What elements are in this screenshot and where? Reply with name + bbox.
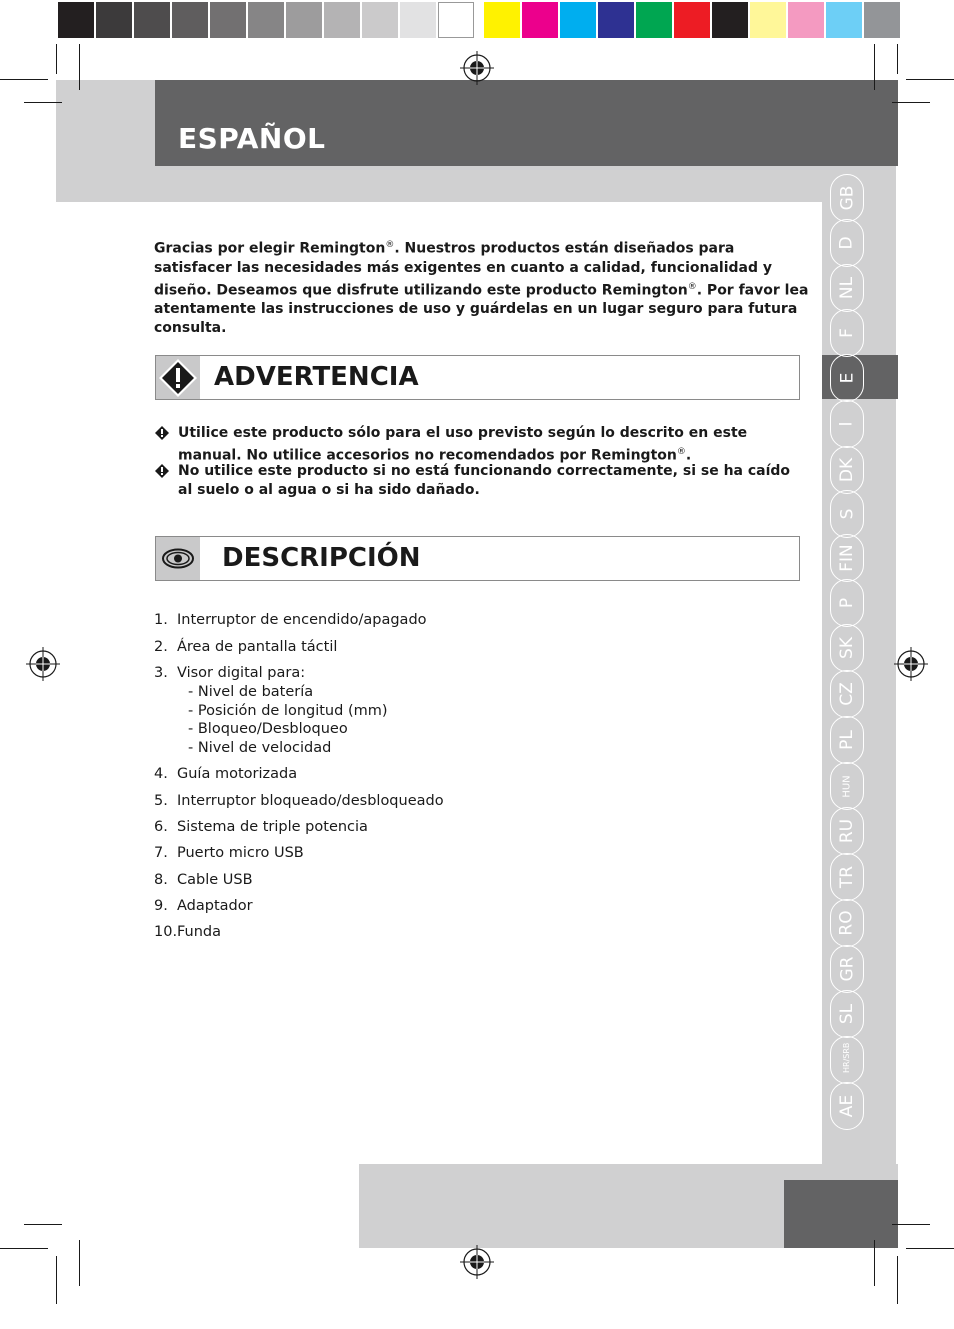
lang-label: S bbox=[836, 508, 857, 520]
crop-mark bbox=[897, 1256, 898, 1304]
item-label: Interruptor bloqueado/desbloqueado bbox=[177, 793, 444, 809]
item-label: Sistema de triple potencia bbox=[177, 819, 368, 835]
eye-icon bbox=[156, 537, 200, 580]
item-label: Guía motorizada bbox=[177, 766, 298, 782]
crop-mark bbox=[79, 1240, 80, 1286]
item-number: 6. bbox=[154, 819, 168, 835]
list-item bbox=[154, 664, 305, 683]
swatch bbox=[750, 2, 786, 38]
lang-label: RU bbox=[836, 818, 857, 844]
item-label: Funda bbox=[177, 924, 222, 940]
swatch bbox=[286, 2, 322, 38]
crop-mark bbox=[874, 44, 875, 90]
swatch bbox=[248, 2, 284, 38]
lang-tab-p[interactable] bbox=[830, 579, 864, 627]
warning-section-header bbox=[155, 355, 800, 400]
lang-label: PL bbox=[836, 730, 857, 750]
swatch bbox=[362, 2, 398, 38]
list-item bbox=[154, 897, 253, 916]
lang-tab-nl[interactable] bbox=[830, 264, 864, 312]
list-item bbox=[154, 638, 337, 657]
item-label: Adaptador bbox=[177, 898, 253, 914]
lang-label: GB bbox=[837, 185, 857, 211]
swatch bbox=[210, 2, 246, 38]
lang-label: CZ bbox=[837, 682, 857, 706]
item-number: 2. bbox=[154, 639, 168, 655]
lang-label: E bbox=[837, 372, 857, 384]
item-label: Visor digital para: bbox=[177, 665, 306, 681]
swatch bbox=[484, 2, 520, 38]
lang-label: P bbox=[836, 597, 857, 609]
description-section-header bbox=[155, 536, 800, 581]
lang-tab-sk[interactable] bbox=[830, 624, 864, 672]
list-item bbox=[154, 611, 427, 630]
lang-label: I bbox=[836, 421, 857, 427]
crop-mark bbox=[79, 44, 80, 90]
lang-tab-fin[interactable] bbox=[830, 534, 864, 582]
lang-tab-ae[interactable] bbox=[830, 1082, 864, 1130]
swatch bbox=[636, 2, 672, 38]
swatch bbox=[560, 2, 596, 38]
swatch bbox=[58, 2, 94, 38]
intro-paragraph bbox=[154, 236, 814, 338]
registration-mark-icon bbox=[894, 647, 928, 681]
registration-mark-icon bbox=[460, 51, 494, 85]
lang-tab-ro[interactable] bbox=[830, 899, 864, 947]
warning-text: Utilice este producto sólo para el uso previsto según lo descrito en este manual. No utilice accesorios no recomendados por Remington bbox=[178, 425, 748, 464]
swatch bbox=[712, 2, 748, 38]
swatch bbox=[172, 2, 208, 38]
item-number: 5. bbox=[154, 793, 168, 809]
sub-item: - Nivel de batería bbox=[188, 684, 314, 700]
lang-label: SK bbox=[836, 637, 857, 659]
lang-tab-pl[interactable] bbox=[830, 716, 864, 764]
description-title: DESCRIPCIÓN bbox=[222, 543, 421, 573]
lang-label: GR bbox=[837, 956, 857, 982]
swatch bbox=[134, 2, 170, 38]
page-number-tab bbox=[784, 1180, 898, 1248]
sub-item: - Nivel de velocidad bbox=[188, 740, 332, 756]
lang-tab-s[interactable] bbox=[830, 490, 864, 538]
list-item bbox=[154, 923, 221, 942]
item-number: 4. bbox=[154, 766, 168, 782]
crop-mark bbox=[906, 79, 954, 80]
item-number: 1. bbox=[154, 612, 168, 628]
swatch bbox=[864, 2, 900, 38]
lang-label: HR/SRB bbox=[842, 1042, 851, 1073]
registration-mark-icon bbox=[460, 1245, 494, 1279]
item-number: 10. bbox=[154, 924, 178, 940]
lang-label: DK bbox=[837, 457, 857, 483]
crop-mark bbox=[0, 79, 48, 80]
warning-text: No utilice este producto si no está funcionando correctamente, si se ha caído al suelo o al agua o si ha sido dañado. bbox=[178, 463, 791, 498]
crop-mark bbox=[56, 1256, 57, 1304]
lang-tab-sl[interactable] bbox=[830, 990, 864, 1038]
item-number: 7. bbox=[154, 845, 168, 861]
swatch bbox=[324, 2, 360, 38]
lang-label: D bbox=[837, 236, 857, 250]
intro-text: . Por favor lea atentamente las instrucciones de uso y guárdelas en un lugar seguro para futura consulta. bbox=[154, 282, 809, 337]
crop-mark bbox=[874, 1240, 875, 1286]
swatch bbox=[826, 2, 862, 38]
swatch bbox=[788, 2, 824, 38]
warning-text-end: . bbox=[685, 447, 692, 464]
crop-mark bbox=[0, 1248, 48, 1249]
process-color-bar bbox=[484, 2, 902, 38]
crop-mark bbox=[24, 1224, 62, 1225]
lang-label: RO bbox=[836, 910, 857, 936]
lang-tab-e[interactable] bbox=[830, 354, 864, 402]
lang-label: F bbox=[837, 328, 857, 338]
warning-item bbox=[155, 462, 795, 500]
registered-mark: ® bbox=[676, 447, 686, 457]
lang-tab-hr-srb[interactable] bbox=[830, 1036, 864, 1084]
page-title: ESPAÑOL bbox=[178, 122, 326, 155]
list-item bbox=[154, 792, 444, 811]
swatch bbox=[598, 2, 634, 38]
warning-item bbox=[155, 424, 795, 466]
swatch bbox=[96, 2, 132, 38]
lang-tab-cz[interactable] bbox=[830, 670, 864, 718]
crop-mark bbox=[897, 44, 898, 74]
intro-text: . Nuestros productos están diseñados para satisfacer las necesidades más exigentes en cuanto a calidad, funcionalidad y diseño. Deseamos que disfrute utilizando este producto Remington bbox=[154, 240, 772, 299]
lang-label: TR bbox=[836, 865, 857, 889]
item-label: Cable USB bbox=[177, 872, 253, 888]
diamond-bullet-icon bbox=[155, 464, 169, 478]
swatch bbox=[400, 2, 436, 38]
lang-label: FIN bbox=[836, 544, 857, 572]
crop-mark bbox=[24, 102, 62, 103]
sub-item: - Posición de longitud (mm) bbox=[188, 703, 388, 719]
crop-mark bbox=[892, 1224, 930, 1225]
gray-color-bar bbox=[58, 2, 476, 38]
intro-text: Gracias por elegir Remington bbox=[154, 240, 386, 257]
lang-label: AE bbox=[837, 1094, 857, 1118]
item-number: 9. bbox=[154, 898, 168, 914]
swatch bbox=[522, 2, 558, 38]
crop-mark bbox=[892, 102, 930, 103]
lang-tab-ru[interactable] bbox=[830, 807, 864, 855]
item-number: 8. bbox=[154, 872, 168, 888]
lang-tab-gr[interactable] bbox=[830, 945, 864, 993]
lang-tab-hun[interactable] bbox=[830, 762, 864, 810]
list-item bbox=[154, 818, 368, 837]
warning-title: ADVERTENCIA bbox=[214, 362, 419, 392]
lang-label: SL bbox=[836, 1003, 857, 1025]
registered-mark: ® bbox=[385, 240, 395, 250]
crop-mark bbox=[56, 44, 57, 74]
warning-icon bbox=[156, 356, 200, 399]
registration-mark-icon bbox=[26, 647, 60, 681]
item-label: Área de pantalla táctil bbox=[177, 639, 338, 655]
crop-mark bbox=[906, 1248, 954, 1249]
lang-tab-dk[interactable] bbox=[830, 446, 864, 494]
lang-label: HUN bbox=[841, 774, 853, 798]
lang-label: NL bbox=[836, 276, 857, 300]
registered-mark: ® bbox=[687, 281, 697, 292]
swatch bbox=[438, 2, 474, 38]
list-item bbox=[154, 765, 297, 784]
list-item bbox=[154, 871, 253, 890]
item-label: Puerto micro USB bbox=[177, 845, 304, 861]
lang-tab-i[interactable] bbox=[830, 400, 864, 448]
item-number: 3. bbox=[154, 665, 168, 681]
swatch bbox=[674, 2, 710, 38]
sub-item: - Bloqueo/Desbloqueo bbox=[188, 721, 348, 737]
lang-tab-gb[interactable] bbox=[830, 174, 864, 222]
diamond-bullet-icon bbox=[155, 426, 169, 440]
lang-tab-f[interactable] bbox=[830, 309, 864, 357]
item-label: Interruptor de encendido/apagado bbox=[177, 612, 427, 628]
list-item bbox=[154, 844, 304, 863]
lang-tab-tr[interactable] bbox=[830, 853, 864, 901]
lang-tab-d[interactable] bbox=[830, 219, 864, 267]
